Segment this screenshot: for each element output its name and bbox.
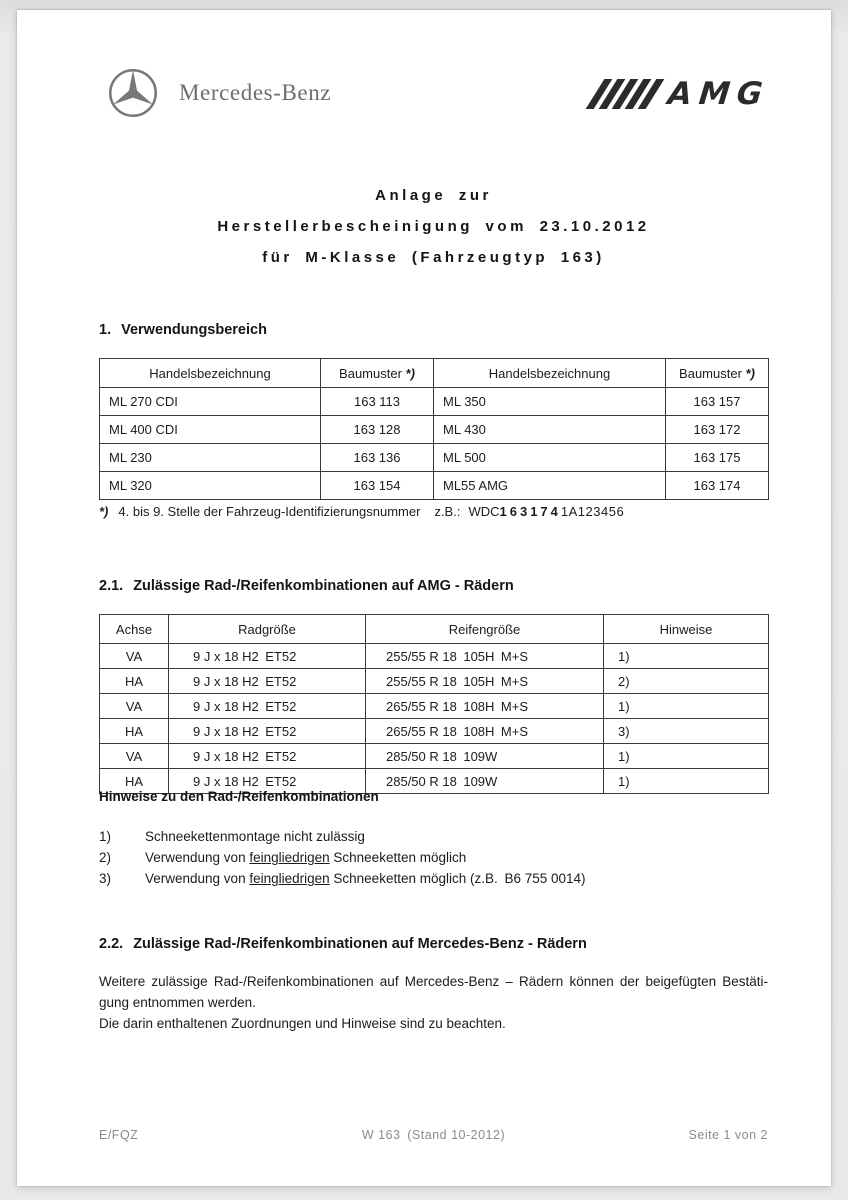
- section-heading-text: Verwendungsbereich: [121, 322, 267, 338]
- table-cell: ML 350: [434, 388, 666, 416]
- amg-wordmark: AMG: [666, 76, 772, 112]
- table-cell: 163 172: [666, 416, 769, 444]
- rad-reifen-table: [99, 614, 769, 794]
- table-cell: ML 400 CDI: [100, 416, 321, 444]
- vin-suffix: 1A123456: [560, 504, 625, 519]
- table-cell: ML 270 CDI: [100, 388, 321, 416]
- header-baumuster: Baumuster *): [321, 359, 434, 388]
- table-cell: VA: [100, 644, 169, 669]
- table-cell: 163 175: [666, 444, 769, 472]
- footer-page-number: Seite 1 von 2: [688, 1128, 768, 1142]
- table-row: [100, 719, 769, 744]
- table-cell: 9 J x 18 H2 ET52: [169, 644, 366, 669]
- body-line: gung entnommen werden.: [99, 995, 256, 1010]
- header-achse: Achse: [100, 615, 169, 644]
- table-cell: 9 J x 18 H2 ET52: [169, 744, 366, 769]
- table-cell: ML 430: [434, 416, 666, 444]
- example-label: z.B.:: [434, 504, 461, 519]
- table-cell: 9 J x 18 H2 ET52: [169, 719, 366, 744]
- footnote-text: 4. bis 9. Stelle der Fahrzeug-Identifizierungsnummer: [118, 504, 421, 519]
- header-reifengroesse: Reifengröße: [366, 615, 604, 644]
- header-radgroesse: Radgröße: [169, 615, 366, 644]
- table-cell: 3): [604, 719, 769, 744]
- table-header-row: [100, 359, 769, 388]
- table-cell: 285/50 R 18 109W: [366, 744, 604, 769]
- verwendungsbereich-table: [99, 358, 769, 500]
- table-cell: 2): [604, 669, 769, 694]
- table-cell: 285/50 R 18 109W: [366, 769, 604, 794]
- table-footnote: [99, 504, 768, 519]
- list-item: [99, 847, 768, 868]
- section-1-heading: [99, 322, 768, 338]
- table-cell: VA: [100, 694, 169, 719]
- section-number: 1.: [99, 322, 112, 338]
- title-line-3: für M-Klasse (Fahrzeugtyp 163): [262, 249, 605, 266]
- table-cell: 163 136: [321, 444, 434, 472]
- verwendungsbereich-table-wrap: [99, 358, 768, 500]
- section-2-1-heading: [99, 578, 768, 594]
- note-number: 2): [99, 850, 112, 865]
- table-cell: 255/55 R 18 105H M+S: [366, 669, 604, 694]
- header-handelsbezeichnung: Handelsbezeichnung: [100, 359, 321, 388]
- table-cell: 265/55 R 18 108H M+S: [366, 719, 604, 744]
- table-cell: 1): [604, 644, 769, 669]
- note-text: Verwendung von feingliedrigen Schneeketten möglich (z.B. B6 755 0014): [145, 871, 586, 886]
- footer-document-ref: W 163 (Stand 10-2012): [361, 1128, 506, 1142]
- footer-department: E/FQZ: [99, 1128, 139, 1142]
- section-heading-text: Zulässige Rad-/Reifenkombinationen auf AMG - Rädern: [133, 578, 514, 594]
- page-footer: [99, 1128, 768, 1142]
- table-cell: 1): [604, 744, 769, 769]
- vin-baumuster-digits: 163174: [499, 504, 561, 519]
- table-cell: 265/55 R 18 108H M+S: [366, 694, 604, 719]
- section-2-2-body: [99, 971, 768, 1034]
- notes-heading: Hinweise zu den Rad-/Reifenkombinationen: [99, 789, 379, 804]
- section-2-2-heading: [99, 936, 768, 952]
- note-text: Verwendung von feingliedrigen Schneeketten möglich: [145, 850, 467, 865]
- header-handelsbezeichnung: Handelsbezeichnung: [434, 359, 666, 388]
- vin-prefix: WDC: [468, 504, 500, 519]
- mercedes-star-icon: [108, 68, 158, 118]
- note-number: 1): [99, 829, 112, 844]
- table-cell: VA: [100, 744, 169, 769]
- table-cell: 163 128: [321, 416, 434, 444]
- document-page: [17, 10, 831, 1186]
- title-line-2: Herstellerbescheinigung vom 23.10.2012: [217, 218, 650, 235]
- table-cell: ML 230: [100, 444, 321, 472]
- document-title: [99, 180, 768, 273]
- table-cell: 163 154: [321, 472, 434, 500]
- table-cell: ML55 AMG: [434, 472, 666, 500]
- section-number: 2.2.: [99, 936, 124, 952]
- table-row: [100, 472, 769, 500]
- table-row: [100, 669, 769, 694]
- table-cell: HA: [100, 669, 169, 694]
- table-cell: ML 500: [434, 444, 666, 472]
- table-cell: 255/55 R 18 105H M+S: [366, 644, 604, 669]
- header-hinweise: Hinweise: [604, 615, 769, 644]
- table-cell: ML 320: [100, 472, 321, 500]
- table-row: [100, 694, 769, 719]
- section-heading-text: Zulässige Rad-/Reifenkombinationen auf Mercedes-Benz - Rädern: [133, 936, 587, 952]
- list-item: [99, 826, 768, 847]
- mercedes-benz-wordmark: Mercedes-Benz: [179, 80, 332, 105]
- body-line: Die darin enthaltenen Zuordnungen und Hinweise sind zu beachten.: [99, 1016, 506, 1031]
- notes-list: [99, 826, 768, 889]
- table-cell: 163 174: [666, 472, 769, 500]
- table-cell: 163 157: [666, 388, 769, 416]
- list-item: [99, 868, 768, 889]
- footnote-mark: *): [745, 365, 755, 381]
- header-baumuster: Baumuster *): [666, 359, 769, 388]
- table-cell: 9 J x 18 H2 ET52: [169, 694, 366, 719]
- note-number: 3): [99, 871, 112, 886]
- table-row: [100, 416, 769, 444]
- table-row: [100, 744, 769, 769]
- footnote-mark: *): [99, 504, 109, 519]
- body-line: Weitere zulässige Rad-/Reifenkombinationen auf Mercedes-Benz – Rädern können der beigefügten Bestäti-: [99, 974, 768, 989]
- table-cell: 163 113: [321, 388, 434, 416]
- section-number: 2.1.: [99, 578, 124, 594]
- amg-logo: [595, 76, 772, 112]
- table-row: [100, 444, 769, 472]
- table-row: [100, 644, 769, 669]
- rad-reifen-table-wrap: [99, 614, 768, 794]
- table-cell: 9 J x 18 H2 ET52: [169, 669, 366, 694]
- footnote-mark: *): [405, 365, 415, 381]
- table-cell: HA: [100, 769, 169, 794]
- table-cell: 1): [604, 769, 769, 794]
- table-cell: 1): [604, 694, 769, 719]
- note-text: Schneekettenmontage nicht zulässig: [145, 829, 365, 844]
- title-line-1: Anlage zur: [375, 187, 492, 204]
- table-row: [100, 388, 769, 416]
- table-header-row: [100, 615, 769, 644]
- table-cell: 9 J x 18 H2 ET52: [169, 769, 366, 794]
- table-cell: HA: [100, 719, 169, 744]
- mercedes-benz-logo: [108, 68, 331, 118]
